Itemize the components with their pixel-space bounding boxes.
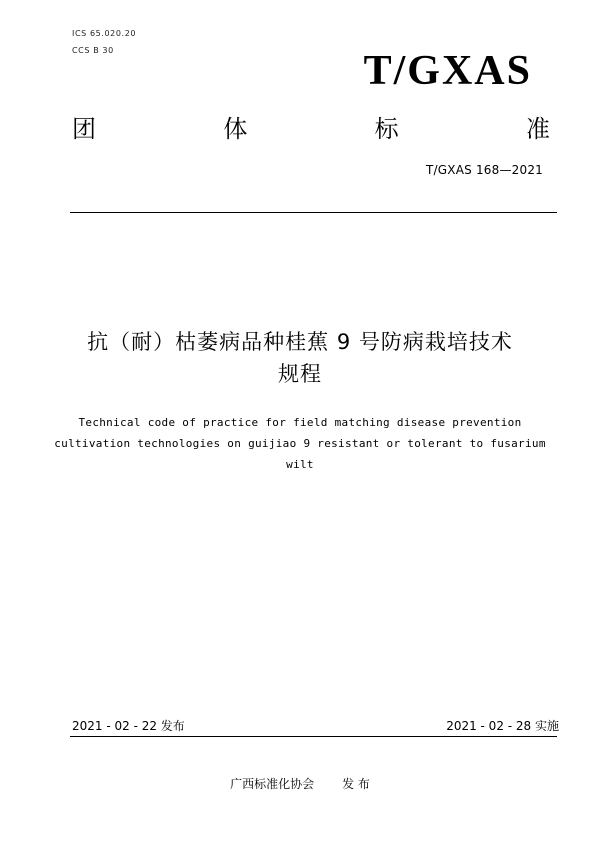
standard-number: T/GXAS 168—2021 (426, 163, 543, 177)
publisher-action: 发 布 (342, 777, 370, 791)
chinese-title-line: 抗（耐）枯萎病品种桂蕉 9 号防病栽培技术 (87, 330, 513, 354)
standard-type-char: 团 (72, 115, 96, 143)
ics-code: ICS 65.020.20 (72, 29, 137, 38)
header-divider (70, 212, 557, 213)
chinese-title-line: 规程 (278, 362, 322, 386)
standard-type-heading (72, 117, 550, 141)
english-title-line: wilt (286, 458, 314, 471)
english-title-line: cultivation technologies on guijiao 9 resistant or tolerant to fusarium (54, 437, 546, 450)
chinese-title (0, 326, 600, 390)
english-title-line: Technical code of practice for field matching disease prevention (78, 416, 522, 429)
standard-brand: T/GXAS (363, 48, 532, 94)
publisher-line (0, 775, 600, 792)
english-title (40, 412, 560, 475)
ccs-code: CCS B 30 (72, 46, 114, 55)
standard-type-char: 准 (525, 115, 550, 143)
publish-date: 2021 - 02 - 22 发布 (72, 719, 185, 733)
implement-date: 2021 - 02 - 28 实施 (446, 719, 559, 733)
standard-type-char: 标 (374, 115, 399, 143)
standard-type-char: 体 (223, 115, 248, 143)
footer-divider (70, 736, 557, 737)
publisher-name: 广西标准化协会 (230, 777, 315, 791)
